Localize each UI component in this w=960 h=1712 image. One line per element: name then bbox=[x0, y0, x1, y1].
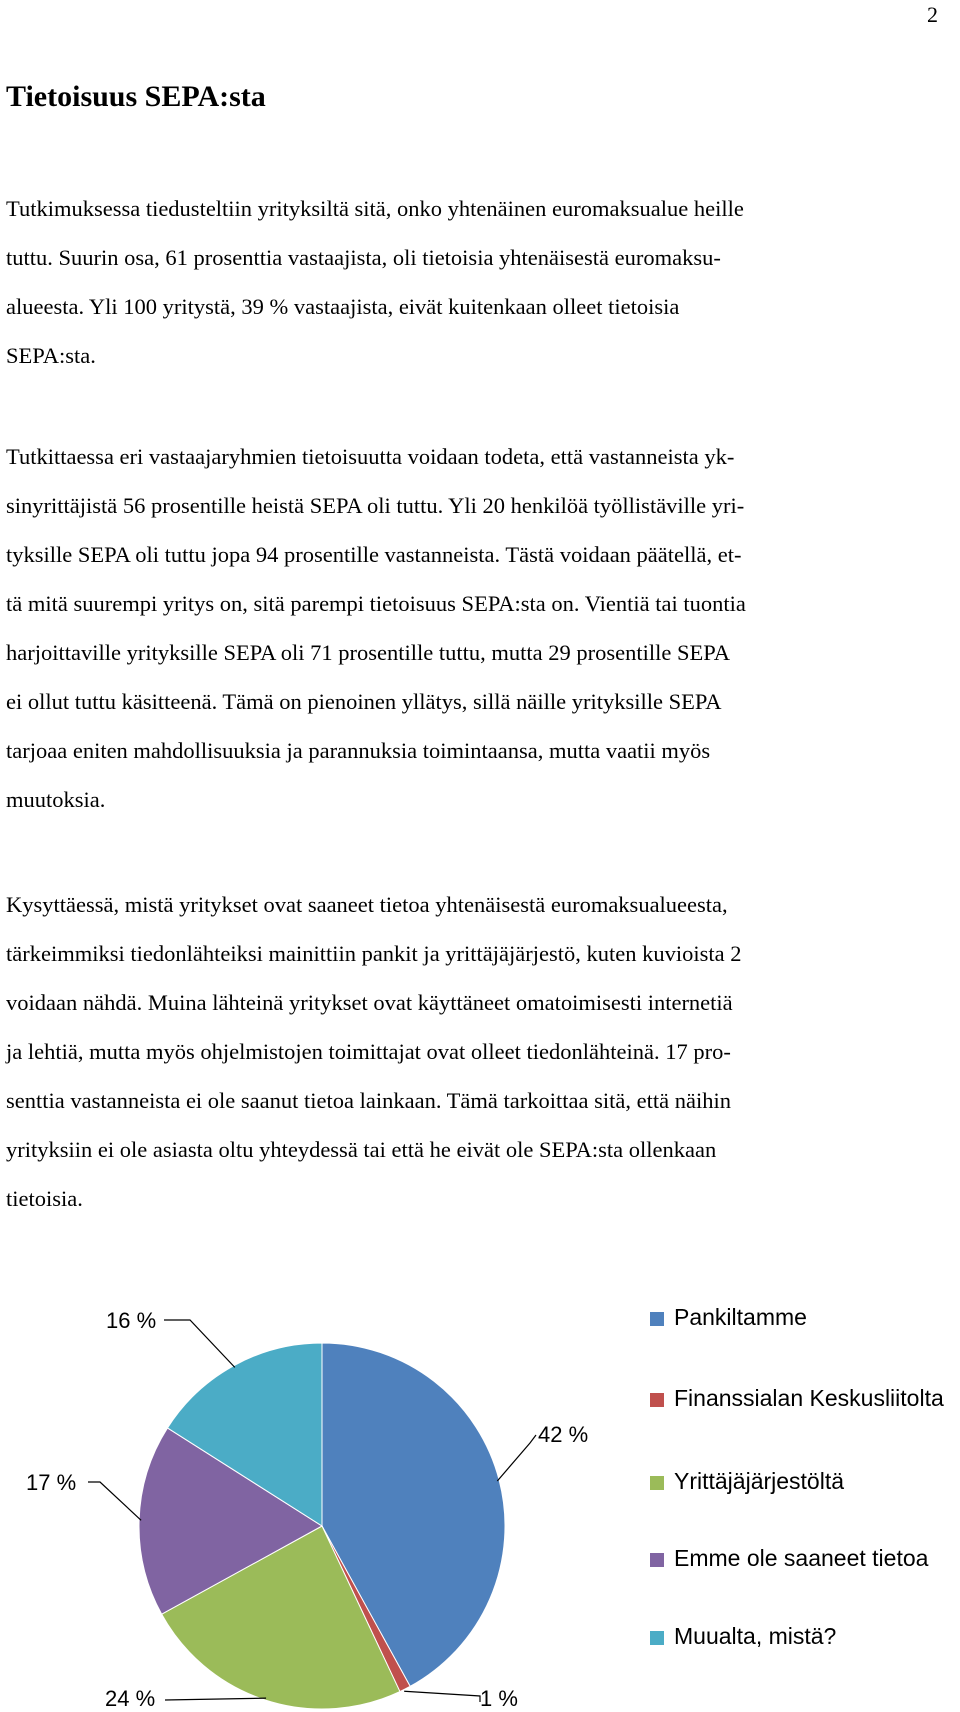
legend-swatch bbox=[650, 1393, 664, 1407]
text-line: Kysyttäessä, mistä yritykset ovat saaneet tietoa yhtenäisestä euromaksualueesta, bbox=[6, 892, 728, 917]
leader-line-3 bbox=[165, 1698, 266, 1700]
text-line: senttia vastanneista ei ole saanut tietoa lainkaan. Tämä tarkoittaa sitä, että näihin bbox=[6, 1088, 731, 1113]
text-line: tuttu. Suurin osa, 61 prosenttia vastaajista, oli tietoisia yhtenäisestä euromaksu- bbox=[6, 245, 721, 270]
text-line: tietoisia. bbox=[6, 1186, 83, 1211]
text-line: ei ollut tuttu käsitteenä. Tämä on pienoinen yllätys, sillä näille yrityksille SEPA bbox=[6, 689, 722, 714]
text-line: SEPA:sta. bbox=[6, 343, 96, 368]
paragraph-information-sources bbox=[6, 880, 946, 1223]
pie-chart-svg bbox=[0, 1290, 640, 1712]
paragraph-awareness bbox=[6, 184, 946, 380]
text-line: sinyrittäjistä 56 prosentille heistä SEPA oli tuttu. Yli 20 henkilöä työllistäville yri- bbox=[6, 493, 745, 518]
text-line: ja lehtiä, mutta myös ohjelmistojen toimittajat ovat olleet tiedonlähteinä. 17 pro- bbox=[6, 1039, 731, 1064]
pie-chart bbox=[0, 1290, 960, 1712]
page-number: 2 bbox=[927, 2, 938, 27]
text-line: voidaan nähdä. Muina lähteinä yritykset ovat käyttäneet omatoimisesti internetiä bbox=[6, 990, 733, 1015]
legend-item-5 bbox=[650, 1619, 950, 1653]
legend-swatch bbox=[650, 1631, 664, 1645]
data-label-5: 16 % bbox=[106, 1308, 157, 1333]
data-label-3: 24 % bbox=[105, 1686, 156, 1711]
text-line: tarjoaa eniten mahdollisuuksia ja parannuksia toimintaansa, mutta vaatii myös bbox=[6, 738, 711, 763]
text-line: muutoksia. bbox=[6, 787, 106, 812]
text-line: alueesta. Yli 100 yritystä, 39 % vastaajista, eivät kuitenkaan olleet tietoisia bbox=[6, 294, 680, 319]
legend-item-3 bbox=[650, 1464, 950, 1498]
text-line: harjoittaville yrityksille SEPA oli 71 prosentille tuttu, mutta 29 prosentille SEPA bbox=[6, 640, 730, 665]
legend-swatch bbox=[650, 1312, 664, 1326]
data-label-1: 42 % bbox=[538, 1422, 589, 1447]
legend-label: Muualta, mistä? bbox=[674, 1623, 837, 1649]
page-title: Tietoisuus SEPA:sta bbox=[6, 80, 266, 113]
text-line: Tutkittaessa eri vastaajaryhmien tietoisuutta voidaan todeta, että vastanneista yk- bbox=[6, 444, 735, 469]
legend-label: Emme ole saaneet tietoa bbox=[674, 1545, 929, 1571]
legend-item-2 bbox=[650, 1381, 950, 1415]
leader-line-1 bbox=[497, 1435, 536, 1481]
data-label-2: 1 % bbox=[480, 1686, 518, 1711]
legend-swatch bbox=[650, 1476, 664, 1490]
text-line: tyksille SEPA oli tuttu jopa 94 prosentille vastanneista. Tästä voidaan päätellä, et- bbox=[6, 542, 742, 567]
text-line: tä mitä suurempi yritys on, sitä parempi tietoisuus SEPA:sta on. Vientiä tai tuontia bbox=[6, 591, 746, 616]
leader-line-4 bbox=[88, 1482, 141, 1520]
paragraph-respondent-groups bbox=[6, 432, 946, 824]
leader-line-2 bbox=[404, 1691, 480, 1702]
leader-line-5 bbox=[164, 1320, 235, 1367]
text-line: tärkeimmiksi tiedonlähteiksi mainittiin pankit ja yrittäjäjärjestö, kuten kuvioista 2 bbox=[6, 941, 742, 966]
text-line: Tutkimuksessa tiedusteltiin yrityksiltä sitä, onko yhtenäinen euromaksualue heille bbox=[6, 196, 744, 221]
legend-label: Pankiltamme bbox=[674, 1304, 807, 1330]
text-line: yrityksiin ei ole asiasta oltu yhteydessä tai että he eivät ole SEPA:sta ollenkaan bbox=[6, 1137, 717, 1162]
legend-item-4 bbox=[650, 1541, 950, 1575]
legend-item-1 bbox=[650, 1300, 950, 1334]
legend-label: Finanssialan Keskusliitolta bbox=[674, 1385, 944, 1411]
data-label-4: 17 % bbox=[26, 1470, 77, 1495]
legend-label: Yrittäjäjärjestöltä bbox=[674, 1468, 845, 1494]
legend-swatch bbox=[650, 1553, 664, 1567]
